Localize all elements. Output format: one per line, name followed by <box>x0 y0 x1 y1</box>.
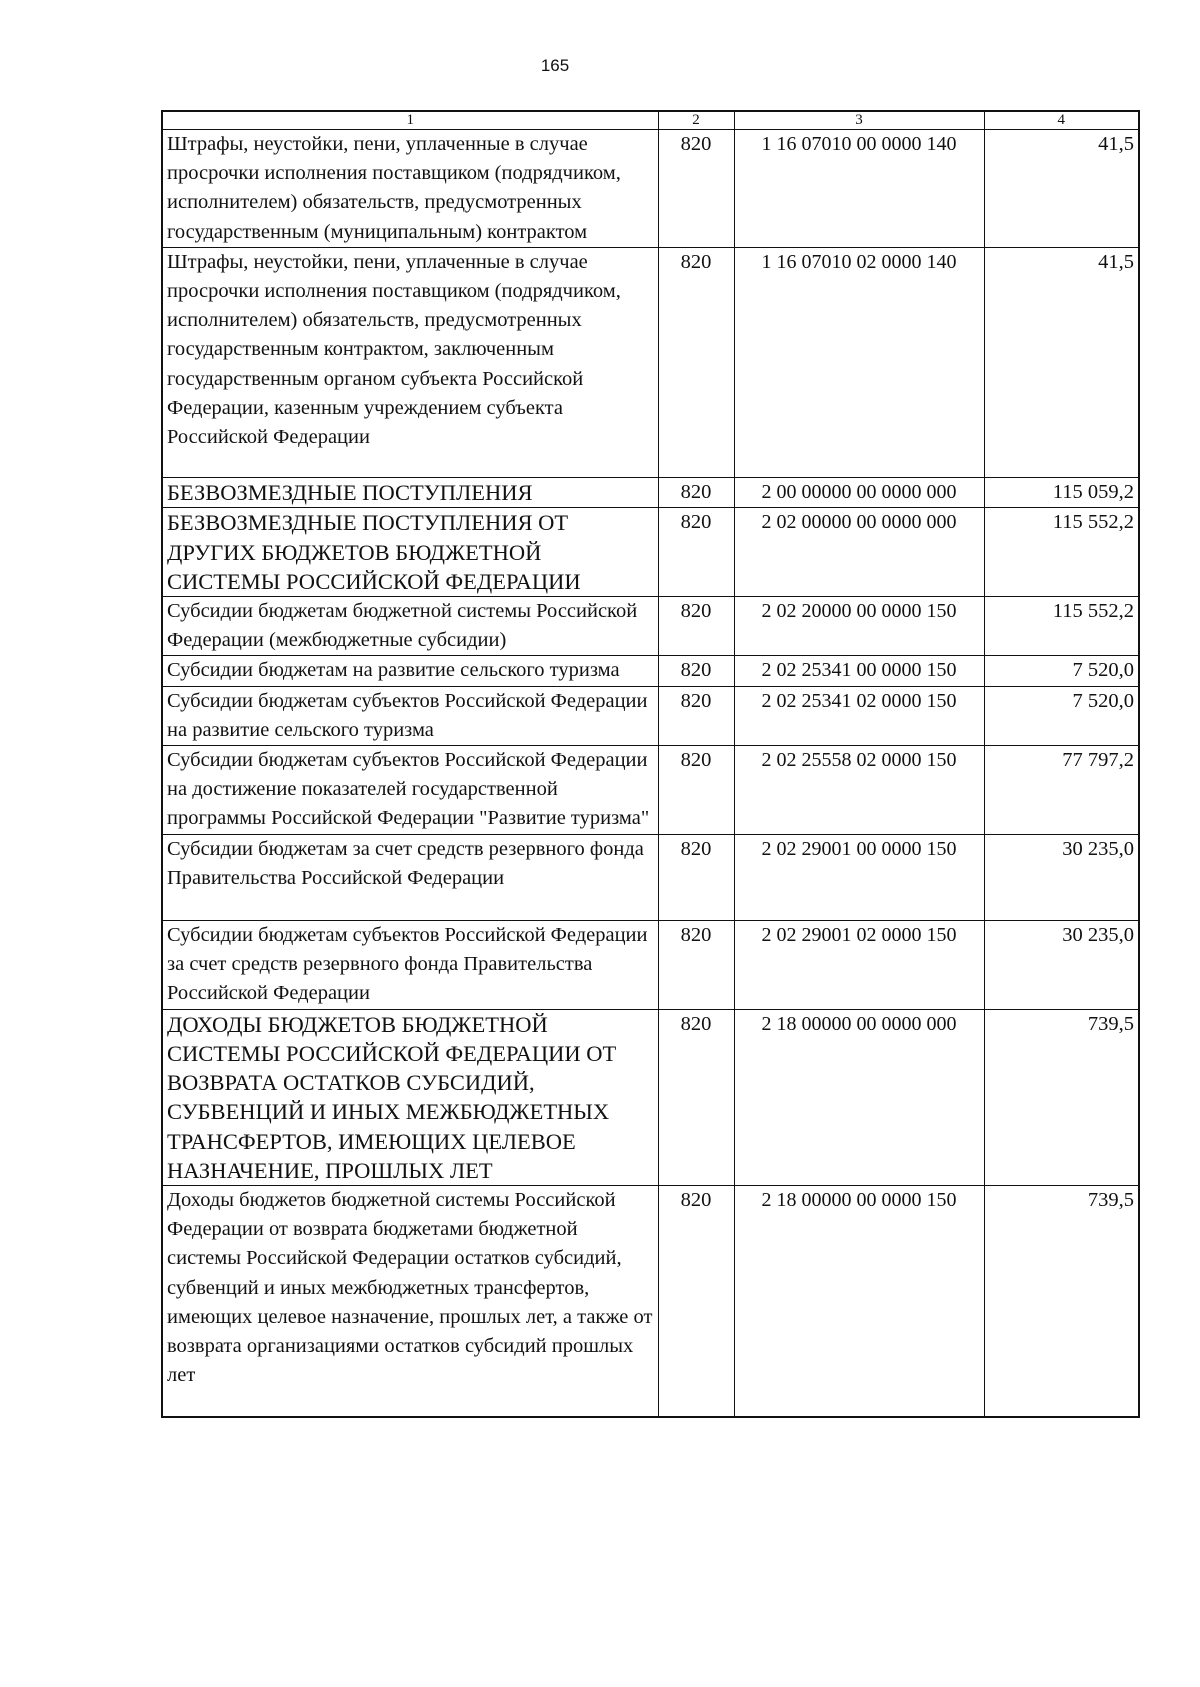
admin-code-cell: 820 <box>658 1009 734 1185</box>
table-row <box>162 597 1139 656</box>
revenue-table <box>161 110 1140 1418</box>
classification-code-cell: 2 02 29001 02 0000 150 <box>734 921 984 1010</box>
amount-cell: 739,5 <box>984 1009 1139 1185</box>
table-row <box>162 247 1139 477</box>
admin-code-cell: 820 <box>658 686 734 745</box>
description-cell: Штрафы, неустойки, пени, уплаченные в случае просрочки исполнения поставщиком (подрядчиком, исполнителем) обязательств, предусмотренных государственным (муниципальным) контрактом <box>162 130 658 248</box>
description-cell: Доходы бюджетов бюджетной системы Российской Федерации от возврата бюджетами бюджетной системы Российской Федерации остатков субсидий, субвенций и иных межбюджетных трансфертов, имеющих целевое назначение, прошлых лет, а также от возврата организациями остатков субсидий прошлых лет <box>162 1185 658 1417</box>
description-cell: Субсидии бюджетам за счет средств резервного фонда Правительства Российской Федерации <box>162 834 658 920</box>
amount-cell: 41,5 <box>984 130 1139 248</box>
classification-code-cell: 2 02 25558 02 0000 150 <box>734 746 984 835</box>
description-cell: ДОХОДЫ БЮДЖЕТОВ БЮДЖЕТНОЙ СИСТЕМЫ РОССИЙСКОЙ ФЕДЕРАЦИИ ОТ ВОЗВРАТА ОСТАТКОВ СУБСИДИЙ, СУБВЕНЦИЙ И ИНЫХ МЕЖБЮДЖЕТНЫХ ТРАНСФЕРТОВ, ИМЕЮЩИХ ЦЕЛЕВОЕ НАЗНАЧЕНИЕ, ПРОШЛЫХ ЛЕТ <box>162 1009 658 1185</box>
description-cell: Субсидии бюджетам субъектов Российской Федерации на развитие сельского туризма <box>162 686 658 745</box>
admin-code-cell: 820 <box>658 746 734 835</box>
table-row <box>162 130 1139 248</box>
admin-code-cell: 820 <box>658 130 734 248</box>
classification-code-cell: 2 02 00000 00 0000 000 <box>734 508 984 597</box>
admin-code-cell: 820 <box>658 834 734 920</box>
amount-cell: 115 552,2 <box>984 597 1139 656</box>
table-row <box>162 834 1139 920</box>
classification-code-cell: 2 02 29001 00 0000 150 <box>734 834 984 920</box>
admin-code-cell: 820 <box>658 508 734 597</box>
description-cell: БЕЗВОЗМЕЗДНЫЕ ПОСТУПЛЕНИЯ <box>162 478 658 508</box>
description-cell: Субсидии бюджетам субъектов Российской Федерации за счет средств резервного фонда Правительства Российской Федерации <box>162 921 658 1010</box>
description-cell: Субсидии бюджетам субъектов Российской Федерации на достижение показателей государственной программы Российской Федерации "Развитие туризма" <box>162 746 658 835</box>
amount-cell: 7 520,0 <box>984 656 1139 686</box>
admin-code-cell: 820 <box>658 1185 734 1417</box>
classification-code-cell: 2 18 00000 00 0000 150 <box>734 1185 984 1417</box>
amount-cell: 739,5 <box>984 1185 1139 1417</box>
admin-code-cell: 820 <box>658 597 734 656</box>
classification-code-cell: 2 18 00000 00 0000 000 <box>734 1009 984 1185</box>
table-row <box>162 656 1139 686</box>
amount-cell: 115 552,2 <box>984 508 1139 597</box>
classification-code-cell: 2 02 25341 00 0000 150 <box>734 656 984 686</box>
table-row <box>162 508 1139 597</box>
admin-code-cell: 820 <box>658 247 734 477</box>
amount-cell: 115 059,2 <box>984 478 1139 508</box>
column-number-4: 4 <box>984 111 1139 130</box>
column-number-2: 2 <box>658 111 734 130</box>
admin-code-cell: 820 <box>658 656 734 686</box>
description-cell: БЕЗВОЗМЕЗДНЫЕ ПОСТУПЛЕНИЯ ОТ ДРУГИХ БЮДЖЕТОВ БЮДЖЕТНОЙ СИСТЕМЫ РОССИЙСКОЙ ФЕДЕРАЦИИ <box>162 508 658 597</box>
amount-cell: 30 235,0 <box>984 834 1139 920</box>
description-cell: Субсидии бюджетам бюджетной системы Российской Федерации (межбюджетные субсидии) <box>162 597 658 656</box>
amount-cell: 30 235,0 <box>984 921 1139 1010</box>
table-header-row <box>162 111 1139 130</box>
admin-code-cell: 820 <box>658 921 734 1010</box>
admin-code-cell: 820 <box>658 478 734 508</box>
table-row <box>162 921 1139 1010</box>
table-row <box>162 1185 1139 1417</box>
table-row <box>162 746 1139 835</box>
amount-cell: 41,5 <box>984 247 1139 477</box>
amount-cell: 77 797,2 <box>984 746 1139 835</box>
classification-code-cell: 2 00 00000 00 0000 000 <box>734 478 984 508</box>
description-cell: Штрафы, неустойки, пени, уплаченные в случае просрочки исполнения поставщиком (подрядчиком, исполнителем) обязательств, предусмотренных государственным контрактом, заключенным государственным органом субъекта Российской Федерации, казенным учреждением субъекта Российской Федерации <box>162 247 658 477</box>
column-number-1: 1 <box>162 111 658 130</box>
table-row <box>162 478 1139 508</box>
classification-code-cell: 1 16 07010 02 0000 140 <box>734 247 984 477</box>
table-row <box>162 1009 1139 1185</box>
classification-code-cell: 1 16 07010 00 0000 140 <box>734 130 984 248</box>
classification-code-cell: 2 02 25341 02 0000 150 <box>734 686 984 745</box>
column-number-3: 3 <box>734 111 984 130</box>
amount-cell: 7 520,0 <box>984 686 1139 745</box>
table-row <box>162 686 1139 745</box>
classification-code-cell: 2 02 20000 00 0000 150 <box>734 597 984 656</box>
description-cell: Субсидии бюджетам на развитие сельского туризма <box>162 656 658 686</box>
table-body <box>162 130 1139 1418</box>
page-number: 165 <box>540 56 570 75</box>
